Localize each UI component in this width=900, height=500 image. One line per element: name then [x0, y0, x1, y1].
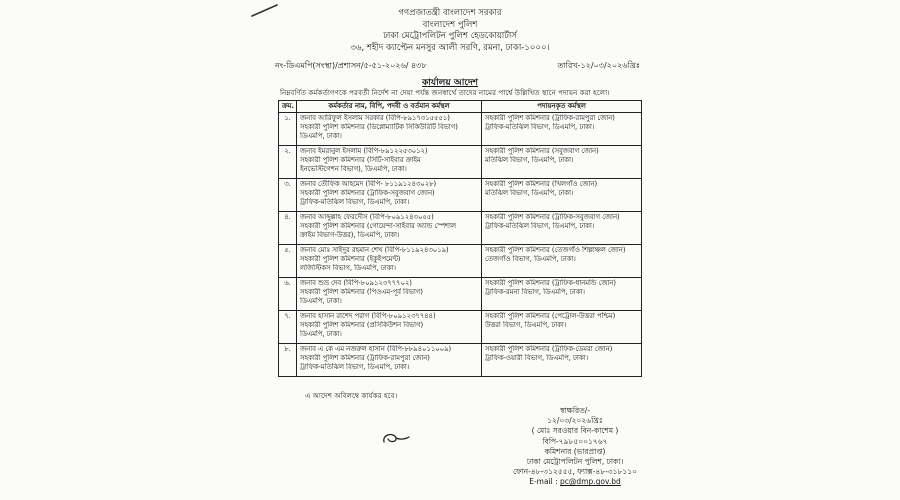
row-serial: ২. — [279, 146, 297, 179]
posting-cell — [482, 146, 642, 179]
officer-cell — [297, 113, 482, 146]
posting-line: সহকারী পুলিশ কমিশনার (খিলগাঁও জোন) — [485, 180, 598, 188]
contact-email — [500, 477, 650, 487]
officer-line: জনাব তৌফিক আহমেদ (বিপি- ৮১১৯১২৪৩০২৮) — [300, 180, 437, 188]
row-serial: ৪. — [279, 212, 297, 245]
posting-line: ট্রাফিক-মতিঝিল বিভাগ, ডিএমপি, ঢাকা। — [485, 122, 595, 131]
header-officer: কর্মকর্তার নাম, বিপি, পদবী ও বর্তমান কর্মস্থল — [297, 101, 482, 113]
posting-line: মতিঝিল বিভাগ, ডিএমপি, ঢাকা। — [485, 188, 574, 197]
contact-phone-fax: ফোন-৪৮-৩১২৫৫৫, ফ্যাক্স-৪৮-৩১৮১১০ — [512, 467, 638, 477]
row-serial: ৭. — [279, 311, 297, 344]
signature-scribble — [376, 428, 416, 448]
posting-line: সহকারী পুলিশ কমিশনার (পেট্রোল-উত্তরা পশ্চিম) — [485, 312, 616, 320]
posting-line: উত্তরা বিভাগ, ডিএমপি, ঢাকা। — [485, 320, 567, 329]
posting-line: সহকারী পুলিশ কমিশনার (তেজগাঁও শিল্পাঞ্চল জোন) — [485, 246, 626, 254]
posting-line: তেজগাঁও বিভাগ, ডিএমপি, ঢাকা। — [485, 254, 576, 263]
officer-line: সহকারী পুলিশ কমিশনার (পিওএম-পূর্ব বিভাগ) — [300, 287, 423, 296]
posting-cell — [482, 344, 642, 377]
posting-line: সহকারী পুলিশ কমিশনার (ট্রাফিক-সবুজবাগ জোন) — [485, 213, 620, 221]
signatory-office: ঢাকা মেট্রোপলিটন পুলিশ, ঢাকা। — [526, 457, 624, 467]
officer-cell — [297, 179, 482, 212]
email-label: E-mail : — [529, 477, 561, 487]
posting-line: মতিঝিল বিভাগ, ডিএমপি, ঢাকা। — [485, 155, 574, 164]
header-serial: ক্রম. — [279, 101, 297, 113]
row-serial: ৬. — [279, 278, 297, 311]
row-serial: ৮. — [279, 344, 297, 377]
header-government: গণপ্রজাতন্ত্রী বাংলাদেশ সরকার — [398, 8, 502, 18]
signatory-bp: বিপি-৭৯৮৫০০১৭৬৭ — [542, 436, 608, 446]
officer-cell — [297, 212, 482, 245]
posting-cell — [482, 311, 642, 344]
posting-line: সহকারী পুলিশ কমিশনার (ট্রাফিক-ধানমন্ডি জোন) — [485, 279, 617, 287]
officer-cell — [297, 146, 482, 179]
officer-line: জনাব হাসান রাশেদ পরাগ (বিপি-৮০৯১২৩৭৭৪৪) — [300, 312, 436, 320]
table-row — [279, 212, 642, 245]
header-police: বাংলাদেশ পুলিশ — [422, 19, 478, 30]
signed-date: ১২/০৩/২০২৬খ্রিঃ — [547, 416, 603, 426]
table-row — [279, 146, 642, 179]
officer-line: জনাব আরিফুল ইসলাম সরকার (বিপি-৮৯১৭৩১৫৫৫১) — [300, 114, 450, 122]
signed-label: স্বাক্ষরিত/- — [560, 406, 590, 415]
table-row — [279, 278, 642, 311]
table-row — [279, 344, 642, 377]
officer-line: ডিএমপি, ঢাকা। — [300, 329, 342, 338]
officer-line: ট্রাফিক-মতিঝিল বিভাগ, ডিএমপি, ঢাকা। — [300, 197, 410, 206]
posting-line: সহকারী পুলিশ কমিশনার (সবুজবাগ জোন) — [485, 147, 599, 155]
officer-line: জনাব আব্দুল্লাহ ফেরদৌস (বিপি-৮০৯১২৪৩০৫৫) — [300, 213, 434, 221]
posting-cell — [482, 245, 642, 278]
officer-line: লজিস্টিকস বিভাগ, ডিএমপি, ঢাকা। — [300, 263, 396, 272]
row-serial: ১. — [279, 113, 297, 146]
signature-block — [500, 406, 650, 488]
row-serial: ৫. — [279, 245, 297, 278]
officer-line: জনাব মোঃ সাইদুর রহমান শেখ (বিপি-৮১১৯২৪৩০১৯) — [300, 246, 449, 254]
posting-cell — [482, 113, 642, 146]
table-row — [279, 113, 642, 146]
table-row — [279, 311, 642, 344]
posting-line: ট্রাফিক-মতিঝিল বিভাগ, ডিএমপি, ঢাকা। — [485, 221, 595, 230]
signatory-designation: কমিশনার (ভারপ্রাপ্ত) — [544, 446, 606, 456]
posting-cell — [482, 212, 642, 245]
letterhead — [0, 8, 900, 54]
posting-table — [278, 100, 642, 377]
officer-cell — [297, 311, 482, 344]
closing-statement: এ আদেশ অবিলম্বে কার্যকর হবে। — [305, 391, 398, 400]
table-header-row — [279, 101, 642, 113]
officer-line: ট্রাফিক-মতিঝিল বিভাগ, ডিএমপি, ঢাকা। — [300, 362, 410, 371]
officer-cell — [297, 344, 482, 377]
officer-line: সহকারী পুলিশ কমিশনার (প্রসিকিউশন বিভাগ) — [300, 320, 424, 329]
order-title: কার্যালয় আদেশ — [421, 78, 478, 88]
intro-text: নিম্নবর্ণিত কর্মকর্তাগণকে পরবর্তী নির্দেশ না দেয়া পর্যন্ত জনস্বার্থে তাদের নামের পার্শ্বে উল্লিখিত স্থানে পদায়ন করা হলো। — [280, 88, 610, 97]
reference-line — [275, 60, 640, 73]
posting-cell — [482, 179, 642, 212]
posting-line: ট্রাফিক-রমনা বিভাগ, ডিএমপি, ঢাকা। — [485, 287, 585, 296]
officer-line: সহকারী পুলিশ কমিশনার (ট্রাফিক-রামপুরা জোন) — [300, 353, 430, 362]
officer-line: জনাব ইমরানুল ইসলাম (বিপি-৮৯১২২৫৩০১২) — [300, 147, 428, 155]
signatory-name: ( মোঃ সরওয়ার বিন-কাশেম ) — [531, 426, 619, 436]
email-link[interactable]: pc@dmp.gov.bd — [560, 477, 621, 487]
officer-line: সহকারী পুলিশ কমিশনার (সিটি-সাইবার ক্রাইম — [300, 155, 421, 164]
posting-line: সহকারী পুলিশ কমিশনার (ট্রাফিক-রামপুরা জোন) — [485, 114, 615, 122]
officer-line: সহকারী পুলিশ কমিশনার (ট্রাফিক-সবুজবাগ জোন) — [300, 188, 435, 197]
table-row — [279, 245, 642, 278]
memo-date: তারিখ-১২/০৩/২০২৬খ্রিঃ — [557, 61, 640, 70]
officer-cell — [297, 278, 482, 311]
officer-line: জনাব শুভ্র দেব (বিপি-৮০৯১২৩৭৭৭০২) — [300, 279, 412, 287]
officer-line: সহকারী পুলিশ কমিশনার (ডিপ্লোম্যাটিক সিকিউরিটি বিভাগ) — [300, 122, 458, 131]
posting-line: ট্রাফিক-ওয়ারী বিভাগ, ডিএমপি, ঢাকা। — [485, 353, 589, 362]
officer-line: সহকারী পুলিশ কমিশনার (গোয়েন্দা-সাইবার অ্যান্ড স্পেশাল — [300, 221, 456, 230]
officer-line: জনাব এ কে এম নজরুল হাসান (বিপি-৮৮৯৪০১১০০৯) — [300, 345, 452, 353]
posting-cell — [482, 278, 642, 311]
officer-line: ইনভেস্টিগেশন বিভাগ), ডিএমপি, ঢাকা। — [300, 164, 407, 173]
row-serial: ৩. — [279, 179, 297, 212]
officer-cell — [297, 245, 482, 278]
officer-line: ক্রাইম বিভাগ-উত্তর), ডিএমপি, ঢাকা। — [300, 230, 400, 239]
posting-line: সহকারী পুলিশ কমিশনার (ট্রাফিক-ডেমরা জোন) — [485, 345, 613, 353]
officer-line: সহকারী পুলিশ কমিশনার (ইকুইপমেন্ট) — [300, 254, 401, 263]
header-address: ৩৬, শহীদ ক্যাপ্টেন মনসুর আলী সরণি, রমনা, ঢাকা-১০০০। — [350, 42, 550, 53]
memo-number: নং-ডিএমপি(সংস্থা)/প্রশাসন/৫-৫১-২০২৬/ ৪৩৮ — [275, 61, 427, 70]
header-dmp-hq: ঢাকা মেট্রোপলিটন পুলিশ হেডকোয়ার্টার্স — [383, 31, 517, 41]
officer-line: ডিএমপি, ঢাকা। — [300, 131, 342, 140]
table-row — [279, 179, 642, 212]
header-posting: পদায়নকৃত কর্মস্থল — [482, 101, 642, 113]
officer-line: ডিএমপি, ঢাকা। — [300, 296, 342, 305]
